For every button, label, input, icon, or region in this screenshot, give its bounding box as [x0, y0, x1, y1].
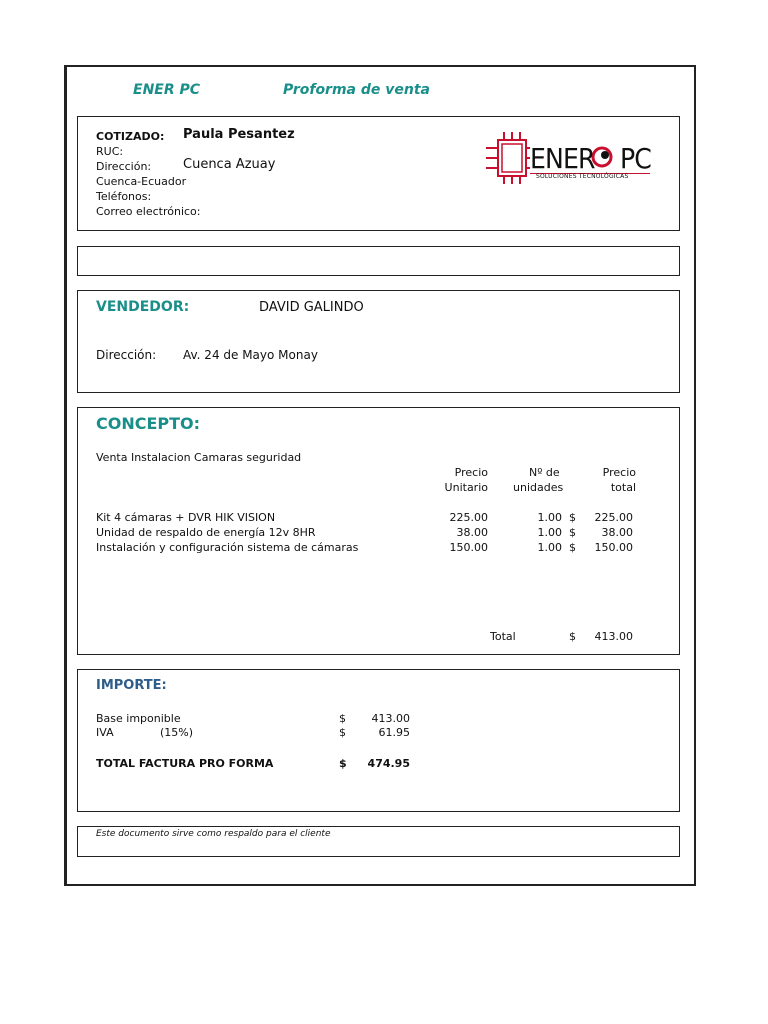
- concept-title: CONCEPTO:: [96, 414, 201, 433]
- col-qty-header-1: Nº de: [529, 466, 560, 479]
- iva-value: 61.95: [378, 726, 410, 739]
- item-quantity: 1.00: [537, 541, 562, 554]
- item-currency: $: [569, 526, 576, 539]
- item-quantity: 1.00: [537, 526, 562, 539]
- direccion-value: Cuenca Azuay: [183, 157, 276, 172]
- item-unit-price: 150.00: [449, 541, 488, 554]
- logo-tagline: SOLUCIONES TECNOLÓGICAS: [536, 173, 629, 180]
- cotizado-value: Paula Pesantez: [183, 127, 295, 142]
- item-unit-price: 38.00: [456, 526, 488, 539]
- concept-total-label: Total: [490, 630, 516, 643]
- telefonos-label: Teléfonos:: [96, 190, 152, 203]
- concept-total-value: 413.00: [594, 630, 633, 643]
- col-qty-header-2: unidades: [513, 481, 564, 494]
- ruc-label: RUC:: [96, 145, 124, 158]
- iva-label: IVA: [96, 726, 114, 739]
- logo-text-right: PC: [620, 142, 651, 175]
- item-description: Unidad de respaldo de energía 12v 8HR: [96, 526, 316, 539]
- cotizado-label: COTIZADO:: [96, 130, 165, 143]
- empty-box: [77, 246, 680, 276]
- col-unit-header-2: Unitario: [444, 481, 488, 494]
- vendor-name: DAVID GALINDO: [259, 300, 364, 315]
- item-total: 38.00: [601, 526, 633, 539]
- concept-description: Venta Instalacion Camaras seguridad: [96, 451, 302, 464]
- item-total: 150.00: [594, 541, 633, 554]
- item-total: 225.00: [594, 511, 633, 524]
- grand-total-value: 474.95: [367, 757, 410, 770]
- vendor-direccion-value: Av. 24 de Mayo Monay: [183, 348, 318, 362]
- col-total-header-1: Precio: [602, 466, 636, 479]
- item-description: Instalación y configuración sistema de cámaras: [96, 541, 359, 554]
- correo-label: Correo electrónico:: [96, 205, 201, 218]
- company-name: ENER PC: [133, 82, 201, 98]
- base-currency: $: [339, 712, 346, 725]
- concept-total-currency: $: [569, 630, 576, 643]
- iva-rate: (15%): [160, 726, 194, 739]
- importe-box: [77, 669, 680, 812]
- item-currency: $: [569, 511, 576, 524]
- logo-text-left: ENER: [530, 142, 595, 175]
- col-total-header-2: total: [610, 481, 636, 494]
- importe-title: IMPORTE:: [96, 678, 167, 693]
- grand-total-currency: $: [339, 757, 347, 770]
- document-title: Proforma de venta: [283, 82, 430, 98]
- base-value: 413.00: [371, 712, 410, 725]
- city-label: Cuenca-Ecuador: [96, 175, 187, 188]
- direccion-label: Dirección:: [96, 160, 152, 173]
- grand-total-label: TOTAL FACTURA PRO FORMA: [96, 757, 274, 770]
- vendor-title: VENDEDOR:: [96, 299, 190, 315]
- col-unit-header-1: Precio: [454, 466, 488, 479]
- footer-note: Este documento sirve como respaldo para el cliente: [96, 829, 331, 839]
- item-currency: $: [569, 541, 576, 554]
- iva-currency: $: [339, 726, 346, 739]
- item-description: Kit 4 cámaras + DVR HIK VISION: [96, 511, 276, 524]
- company-logo: [484, 130, 659, 186]
- item-quantity: 1.00: [537, 511, 562, 524]
- base-label: Base imponible: [96, 712, 181, 725]
- item-unit-price: 225.00: [449, 511, 488, 524]
- vendor-direccion-label: Dirección:: [96, 348, 157, 362]
